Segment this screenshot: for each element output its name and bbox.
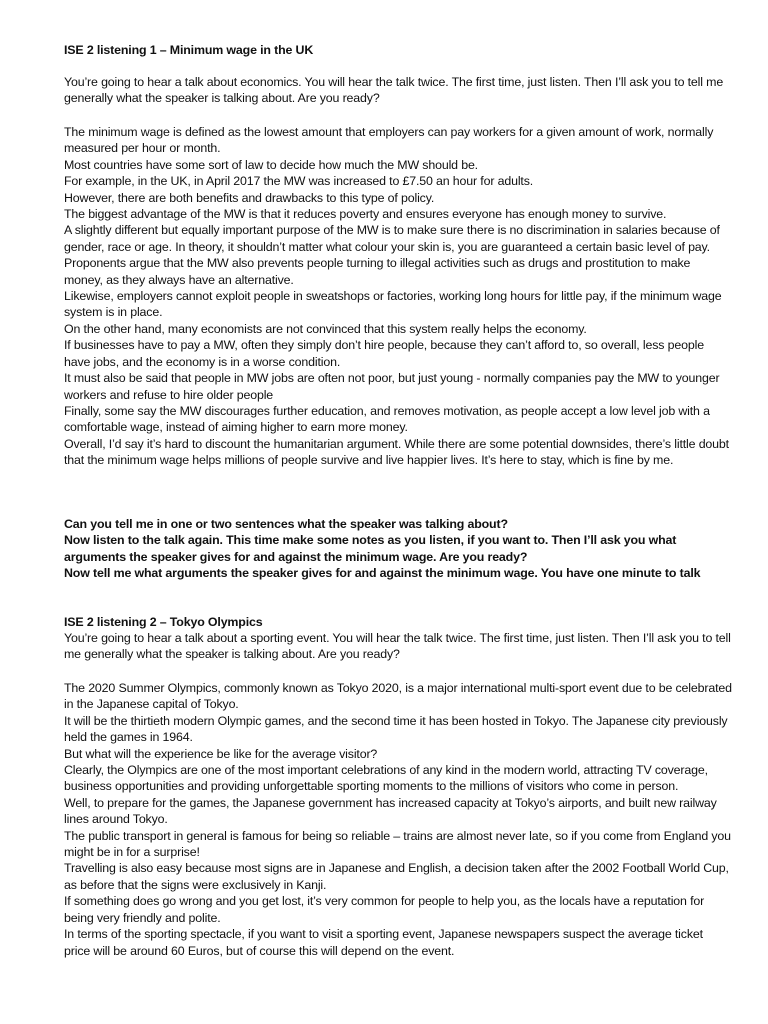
section1-title: ISE 2 listening 1 – Minimum wage in the UK	[64, 43, 314, 57]
section2-paragraph: It will be the thirtieth modern Olympic games, and the second time it has been hosted in Tokyo. The Japanese city previously held the games in 1964.	[64, 713, 728, 745]
section2-paragraph: Travelling is also easy because most signs are in Japanese and English, a decision taken after the 2002 Football World Cup, as before that the signs were exclusively in Kanji.	[64, 861, 729, 892]
section1-paragraph: Proponents argue that the MW also prevents people turning to illegal activities such as drugs and prostitution to make money, as they always have an alternative.	[64, 256, 691, 287]
section1-paragraph: Finally, some say the MW discourages further education, and removes motivation, as people accept a low level job with a comfortable wage, instead of aiming higher to earn more money.	[64, 403, 710, 435]
section2-paragraph: In terms of the sporting spectacle, if you want to visit a sporting event, Japanese newspapers suspect the average ticket price will be around 60 Euros, but of course this will depend on the event.	[64, 927, 703, 958]
section1-paragraph: For example, in the UK, in April 2017 the MW was increased to £7.50 an hour for adults.	[64, 174, 534, 189]
section1-paragraph: It must also be said that people in MW jobs are often not poor, but just young - normally companies pay the MW to younger workers and refuse to hire older people	[64, 371, 720, 402]
section2-paragraph: Well, to prepare for the games, the Japanese government has increased capacity at Tokyo’s airports, and built new railway lines around Tokyo.	[64, 795, 717, 827]
section1-question: Now tell me what arguments the speaker gives for and against the minimum wage. You have one minute to talk	[64, 566, 701, 581]
section2-talk	[64, 680, 732, 959]
section1-paragraph: However, there are both benefits and drawbacks to this type of policy.	[64, 190, 435, 205]
section1-paragraph: Likewise, employers cannot exploit people in sweatshops or factories, working long hours for little pay, if the minimum wage system is in place.	[64, 289, 722, 320]
section2-intro: You’re going to hear a talk about a sporting event. You will hear the talk twice. The first time, just listen. Then I’ll ask you to tell me generally what the speaker is talking about. Are you ready?	[64, 631, 731, 662]
section1-paragraph: Overall, I’d say it’s hard to discount the humanitarian argument. While there are some potential downsides, there’s little doubt that the minimum wage helps millions of people survive and live happier lives. It’s here to stay, which is fine by me.	[64, 436, 729, 468]
section1-question: Now listen to the talk again. This time make some notes as you listen, if you want to. Then I’ll ask you what arguments the speaker gives for and against the minimum wage. Are you ready?	[64, 533, 677, 564]
section1-intro: You’re going to hear a talk about economics. You will hear the talk twice. The first time, just listen. Then I’ll ask you to tell me generally what the speaker is talking about. Are you ready?	[64, 75, 724, 106]
section1-question: Can you tell me in one or two sentences what the speaker was talking about?	[64, 517, 508, 531]
section2-paragraph: The 2020 Summer Olympics, commonly known as Tokyo 2020, is a major international multi-sport event due to be celebrated in the Japanese capital of Tokyo.	[64, 681, 732, 712]
section1-paragraph: The minimum wage is defined as the lowest amount that employers can pay workers for a given amount of work, normally measured per hour or month.	[64, 125, 714, 156]
section2-paragraph: If something does go wrong and you get lost, it’s very common for people to help you, as the locals have a reputation for being very friendly and polite.	[64, 894, 705, 925]
section2-paragraph: Clearly, the Olympics are one of the most important celebrations of any kind in the modern world, attracting TV coverage, business opportunities and providing unforgettable sporting moments to the millions of visitors who come in person.	[64, 763, 708, 794]
section2-title: ISE 2 listening 2 – Tokyo Olympics	[64, 615, 263, 629]
section1-questions	[64, 516, 732, 582]
section1-paragraph: Most countries have some sort of law to decide how much the MW should be.	[64, 157, 478, 172]
section1-paragraph: A slightly different but equally important purpose of the MW is to make sure there is no discrimination in salaries because of gender, race or age. In theory, it shouldn’t matter what colour your skin is, you are guaranteed a certain basic level of pay.	[64, 223, 720, 254]
section1-talk	[64, 124, 732, 469]
section1-paragraph: If businesses have to pay a MW, often they simply don’t hire people, because they can’t afford to, so overall, less people have jobs, and the economy is in a worse condition.	[64, 338, 704, 369]
section2-paragraph: But what will the experience be like for the average visitor?	[64, 746, 378, 761]
section2-paragraph: The public transport in general is famous for being so reliable – trains are almost never late, so if you come from England you might be in for a surprise!	[64, 828, 731, 860]
section1-paragraph: The biggest advantage of the MW is that it reduces poverty and ensures everyone has enough money to survive.	[64, 207, 667, 222]
section1-paragraph: On the other hand, many economists are not convinced that this system really helps the economy.	[64, 321, 587, 336]
